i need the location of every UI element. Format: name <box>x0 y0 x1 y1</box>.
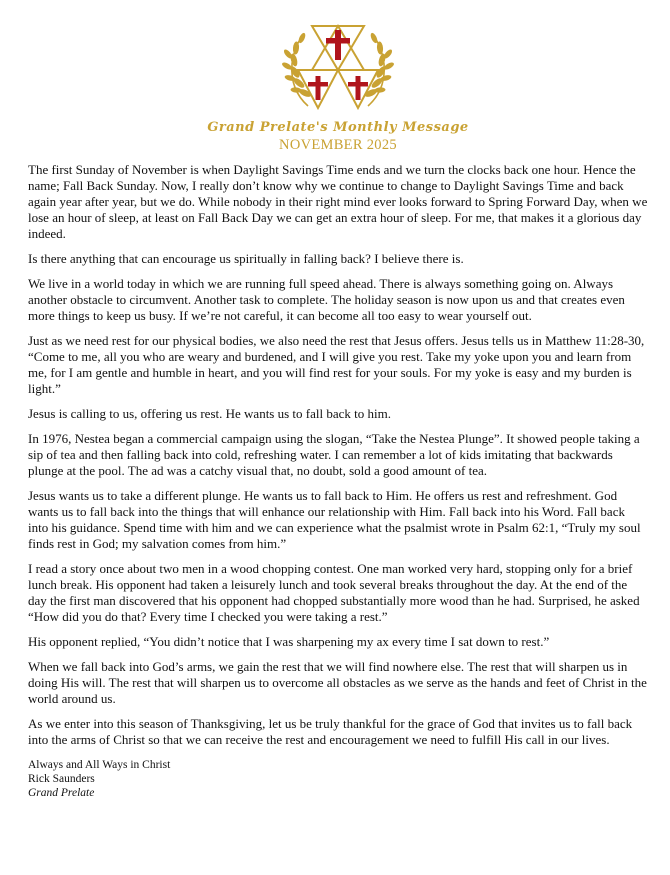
paragraph: We live in a world today in which we are running full speed ahead. There is always something going on. Always another obstacle to circumvent. Another task to complete. The holiday season is now upon us and that creates even more things to keep us busy. If we’re not careful, it can become all too easy to wear yourself out. <box>28 276 625 323</box>
paragraph: When we fall back into God’s arms, we gain the rest that we will find nowhere else. The rest that will sharpen us in doing His will. The rest that will sharpen us to overcome all obstacles as we serve as the hands and feet of Christ in the world around us. <box>28 659 647 706</box>
laurel-wreath-left <box>281 32 312 106</box>
paragraph: His opponent replied, “You didn’t notice that I was sharpening my ax every time I sat down to rest.” <box>28 634 550 649</box>
paragraph: As we enter into this season of Thanksgiving, let us be truly thankful for the grace of God that invites us to fall back into the arms of Christ so that we can receive the rest and encouragement we need to fulfill His call in our lives. <box>28 716 633 747</box>
paragraph: I read a story once about two men in a wood chopping contest. One man worked very hard, stopping only for a brief lunch break. His opponent had taken a leisurely lunch and took several breaks throughout the day. At the end of the day the first man discovered that his opponent had chopped substantially more wood than he had. Surprised, he asked “How did you do that? Every time I checked you were taking a rest.” <box>28 561 640 624</box>
paragraph: The first Sunday of November is when Daylight Savings Time ends and we turn the clocks back one hour. Hence the name; Fall Back Sunday. Now, I really don’t know why we continue to change to Daylight Savings Time and back again year after year, but we do. While nobody in their right mind ever looks forward to Spring Forward Day, when we lose an hour of sleep, at least on Fall Back Day we can get an extra hour of sleep. For me, that makes it a glorious day indeed. <box>28 162 648 241</box>
author-title: Grand Prelate <box>28 787 95 799</box>
closing-line: Always and All Ways in Christ <box>28 759 171 771</box>
paragraph: Just as we need rest for our physical bodies, we also need the rest that Jesus offers. Jesus tells us in Matthew 11:28-30, “Come to me, all you who are weary and burdened, and I will give you rest. Take my yoke upon you and learn from me, for I am gentle and humble in heart, and you will find rest for your souls. For my yoke is easy and my burden is light.” <box>28 333 645 396</box>
paragraph: In 1976, Nestea began a commercial campaign using the slogan, “Take the Nestea Plunge”. It showed people taking a sip of tea and then falling back into cold, refreshing water. I can remember a lot of kids imitating that backwards plunge at the pool. The ad was a catchy visual that, no doubt, sold a good amount of tea. <box>28 431 640 478</box>
paragraph: Is there anything that can encourage us spiritually in falling back? I believe there is. <box>28 251 464 266</box>
paragraph: Jesus is calling to us, offering us rest. He wants us to fall back to him. <box>28 406 391 421</box>
laurel-wreath-right <box>364 32 395 106</box>
author-name: Rick Saunders <box>28 773 95 785</box>
message-body <box>28 162 648 748</box>
month-subheading: NOVEMBER 2025 <box>279 137 397 153</box>
message-heading: Grand Prelate's Monthly Message <box>207 120 469 135</box>
signature-block <box>28 758 648 800</box>
paragraph: Jesus wants us to take a different plunge. He wants us to fall back to Him. He offers us rest and refreshment. God wants us to fall back into the things that will enhance our relationship with Him. Fall back into his Word. Fall back into his guidance. Spend time with him and we can experience what the psalmist wrote in Psalm 62:1, “Truly my soul finds rest in God; my salvation comes from him.” <box>28 488 641 551</box>
triple-cross-triangle-wreath-icon <box>278 20 398 116</box>
letter-page <box>28 20 648 800</box>
